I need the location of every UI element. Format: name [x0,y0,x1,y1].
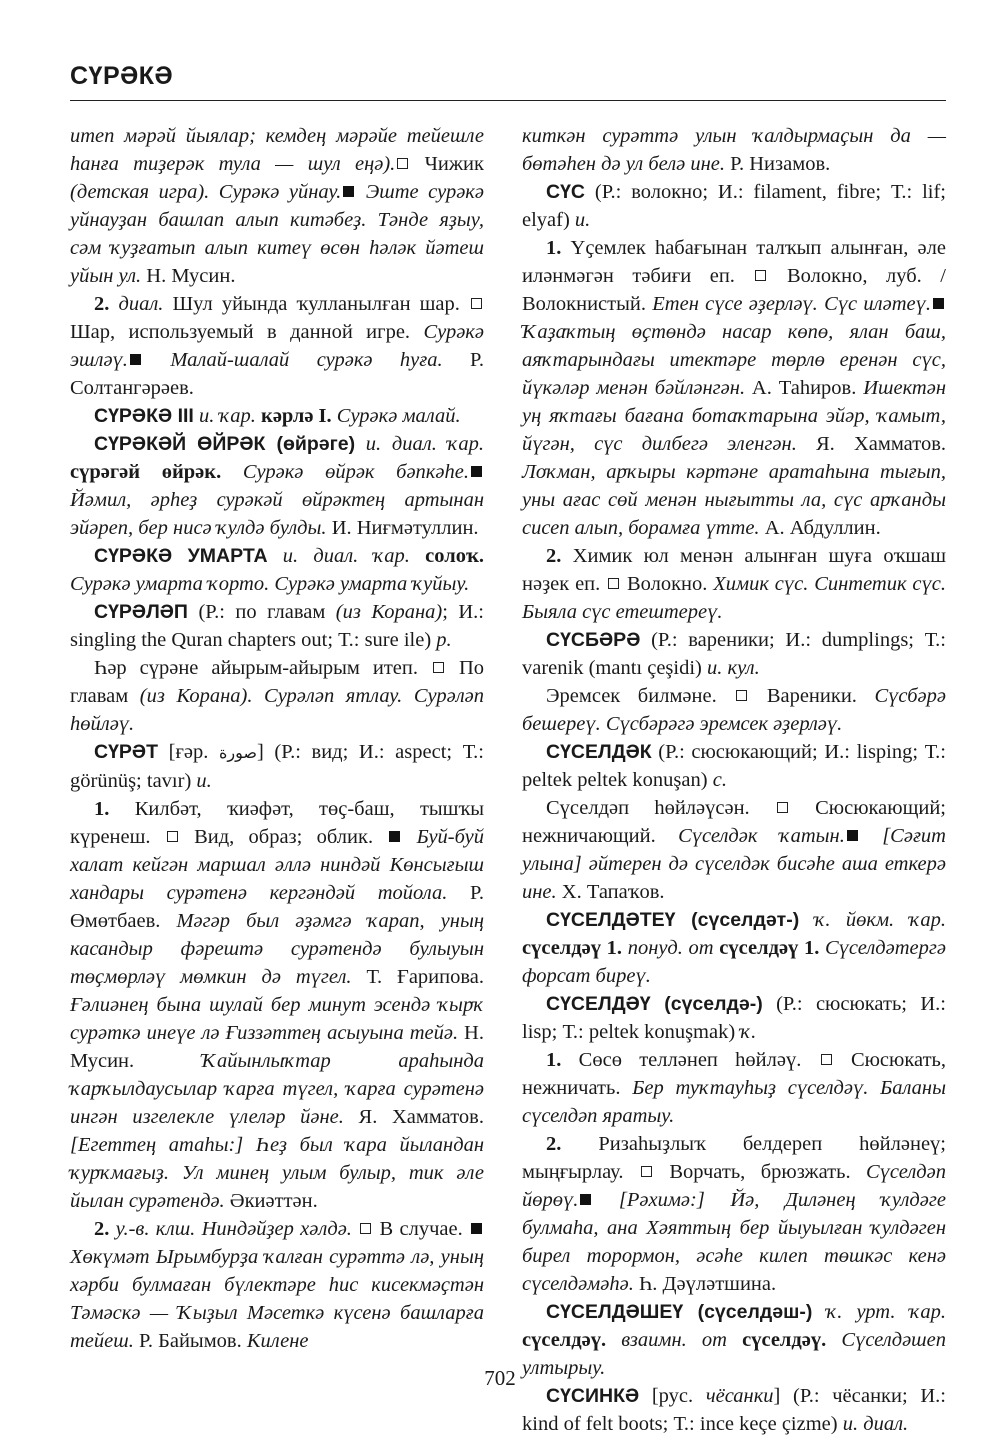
headword: СҮРӘЛӘП [94,601,188,623]
text-run: А. Таһиров. [745,377,864,399]
entry-suseldak [522,738,946,794]
text-run: Р. Байымов. [133,1330,247,1352]
text-run: [ғәр. [158,741,219,763]
text-run: Я. Хамматов. [343,1106,484,1128]
italic-text: и. кул. [707,657,760,679]
example-marker-icon [130,354,141,365]
text-run: Т. Ғарипова. [351,966,484,988]
text-run: Әкиәттән. [224,1190,318,1212]
italic-text: [Сәғит улына] әйтерен дә сүселдәк бисәһе аша еткерә ине. [522,825,946,903]
entry-continuation-right [522,122,946,178]
text-run: Волокно, луб. / Волокнистый. [522,265,946,315]
text-run: Үҫемлек һабағынан талҡып алынған, әле иләнмәгән тәбиғи еп. [522,237,946,287]
entry-surake-3 [70,402,484,430]
text-run: Шар, используемый в данной игре. [70,321,424,343]
suseldau-sense-1 [522,1046,946,1130]
example-marker-icon [389,831,400,842]
text-run: Н. Мусин. [70,1022,484,1072]
bold-reference: солоҡ. [425,545,484,567]
text-run: Р. Солтангәрәев. [70,349,484,399]
text-run: Р. Низамов. [725,153,831,175]
italic-text: Ҡаҙаҡтың өҫтөндә насар көпө, ялан баш, аяҡтарындағы итектәре төрлө еренән сүс, йүкәләр менән бәйләнгән. [522,321,946,399]
text-run: Сөсө телләнеп һөйләү. [561,1049,819,1071]
bold-reference: 2. [94,293,119,315]
running-head: СҮРӘКӘ [70,62,174,90]
left-column [70,122,484,1355]
bold-reference: 2. [546,545,562,567]
italic-text: взаимн. от [606,1329,743,1351]
italic-text: Ғәлиәнең бына шулай бер минут эсендә ҡырҡ сурәткә инеүе лә Ғиззәттең асыуына тейә. [70,994,484,1044]
russian-gloss-marker-icon [821,1054,832,1065]
right-column [522,122,946,1438]
italic-text: Мәгәр был әҙәмгә ҡарап, уның касандыр фәрештә сурәтендә булыуын төҫмөрләү мөмкин дә түгел. [70,910,484,988]
suseldak-definition [522,794,946,906]
bold-reference: 1. [546,1049,562,1071]
italic-text: Сурәкә умарта ҡорто. Сурәкә умарта ҡуйыу. [70,573,470,595]
text-run: Сюсюкать, нежничать. [522,1049,946,1099]
text-run: Ворчать, брюзжать. [653,1161,866,1183]
text-run: В случае. [373,1218,470,1240]
italic-text: Сурәкә эшләү. [70,321,484,371]
example-marker-icon [933,298,944,309]
example-marker-icon [580,1194,591,1205]
arabic-etymon: صورة [218,743,257,762]
text-run: Килбәт, ҡиәфәт, төҫ-баш, тышҡы күренеш. [70,798,484,848]
italic-text: Химик сүс. Синтетик сүс. Быяла сүс етештереү. [522,573,946,623]
entry-sus [522,178,946,234]
headword: СҮСЕЛДӘШЕҮ (сүселдәш-) [546,1301,813,1323]
headword: СҮСБӘРӘ [546,629,641,651]
example-marker-icon [471,1223,482,1234]
italic-text: [Егеттең атаһы:] Һеҙ был ҡара йыландан ҡурҡмағыҙ. Ул минең улым булыр, тик әле йылан сурәтендә. [70,1134,484,1212]
russian-gloss-marker-icon [360,1223,371,1234]
text-run: (Р.: по главам [187,601,336,623]
italic-text: и. ҡар. [193,405,262,427]
text-run: [рус. [639,1385,706,1407]
russian-gloss-marker-icon [777,802,788,813]
italic-text: Сурәкә өйрәк бәпкәһе. [221,461,469,483]
text-run: Н. Мусин. [141,265,236,287]
bold-reference: сүселдәү 1. [522,937,623,959]
sense-2-ball [70,290,484,402]
russian-gloss-marker-icon [641,1166,652,1177]
bold-reference: сүрәгәй өйрәк. [70,461,222,483]
italic-text: Сүсбәрә бешереү. Сүсбәрәгә эремсек әҙерләү. [522,685,946,735]
italic-text: (детская игра). Сурәкә уйнау. [70,181,342,203]
russian-gloss-marker-icon [755,270,766,281]
text-run: Я. Хамматов. [796,433,946,455]
bold-reference: сүселдәү 1. [719,937,820,959]
text-run: Шул уйында ҡулланылған шар. [163,293,469,315]
italic-text: итеп мәрәй йыялар; кемдең мәрәйе тейешле һанға тиҙерәк тула — шул еңә). [70,125,484,175]
entry-suseldateu [522,906,946,990]
italic-text: Буй-буй халат кейгән маршал әллә ниндәй Көнсығыш хандары сурәтенә кергәндәй тойола. [70,826,485,904]
text-run: (Р.: вареники; И.: dumplings; Т.: varenik (mantı çeşidi) [522,629,946,679]
italic-text: и. диал. ҡар. [355,433,484,455]
italic-text: с. [712,769,727,791]
text-run: Р. Өмөтбаев. [70,882,484,932]
sus-sense-1 [522,234,946,542]
russian-gloss-marker-icon [397,158,408,169]
example-marker-icon [471,466,482,477]
headword: СҮС [546,181,586,203]
italic-text: Ҡайынлыҡтар араһында ҡарҡылдаусылар ҡарға түгел, ҡарға сурәтенә ингән изгелекле үлеләр йәне. [70,1050,484,1128]
text-run: ; И.: singling the Quran chapters out; Т.: sure ile) [70,601,484,651]
italic-text: (из Корана). Сурәләп ятлау. Сурәләп һөйләү. [70,685,484,735]
italic-text: и. [196,770,212,792]
text-run: Сюсюкающий; нежничающий. [522,797,946,847]
text-run: (Р.: волокно; И.: filament, fibre; Т.: lif; elyaf) [522,181,946,231]
headword: СҮРӘКӘ УМАРТА [94,545,268,567]
italic-text: чёсанки [705,1385,774,1407]
example-marker-icon [343,186,354,197]
entry-suseldau [522,990,946,1046]
entry-surat [70,738,484,795]
italic-text: киткән сурәттә улын ҡалдырмаҫын да — бөтәһен дә ул белә ине. [522,125,946,175]
italic-text: Эште сурәкә уйнауҙан башлап алып китәбеҙ. Тәнде яҙыу, сәм ҡуҙғатып алып китеү өсөн һәләк йәтеш уйын ул. [70,181,484,287]
headword: СҮСЕЛДӘТЕҮ (сүселдәт-) [546,909,800,931]
surat-sense-1 [70,795,484,1215]
text-run: ] (Р.: вид; И.: aspect; Т.: görünüş; tavır) [70,741,484,792]
entry-susbara [522,626,946,682]
bold-reference: сүселдәү. [742,1329,827,1351]
surat-sense-2 [70,1215,484,1355]
text-run: Ризаһыҙлыҡ белдереп һөйләнеү; мыңғырлау. [522,1133,946,1183]
russian-gloss-marker-icon [471,298,482,309]
entry-suralap [70,598,484,654]
example-marker-icon [847,830,858,841]
suseldau-sense-2 [522,1130,946,1298]
text-run: Волокно. [621,573,714,595]
italic-text: Лоҡман, арҡыры кәртәне аратаһына тығып, уны ағас сөй менән нығытты ла, сүс арҡанды сисеп алып, борамға үтте. [522,461,946,539]
italic-text: у.-в. клш. Ниндәйҙер хәлдә. [109,1218,352,1240]
italic-text: и. диал. [842,1413,909,1435]
page-number: 702 [484,1366,516,1390]
italic-text: [Рәхимә:] Йә, Диләнең ҡулдәге булмаһа, ана Хәяттың бер йыуылған ҡулдәген бирел торормон, әсәһе килеп төшкәс кенә сүселдәмәһә. [522,1189,946,1295]
text-run: Һәр сүрәне айырым-айырым итеп. [94,657,431,679]
bold-reference: кәрлә I. [261,405,332,427]
text-run: (Р.: сюсюкающий; И.: lisping; Т.: peltek peltek konuşan) [522,741,946,791]
text-run: (Р.: сюсюкать; И.: lisp; Т.: peltek konuşmak) [522,993,946,1043]
italic-text: Килене [246,1330,309,1352]
entry-continuation [70,122,484,290]
text-run: А. Абдуллин. [759,517,881,539]
bold-reference: сүселдәү. [522,1329,607,1351]
bold-reference: 1. [546,237,562,259]
bold-reference: 1. [94,798,110,820]
italic-text: Етен сүсе әҙерләү. Сүс иләтеү. [652,293,931,315]
russian-gloss-marker-icon [433,662,444,673]
italic-text: (из Корана) [335,601,443,623]
headword: СҮСЕЛДӘҮ (сүселдә-) [546,993,763,1015]
bold-reference: 2. [94,1218,110,1240]
italic-text: Сүселдәтергә форсат биреү. [522,937,946,987]
headword: СҮРӘКӘ III [94,405,194,427]
italic-text: ҡ. урт. ҡар. [812,1301,947,1323]
suralap-definition [70,654,484,738]
text-run: И. Ниғмәтуллин. [326,517,479,539]
headword: СҮРӘКӘЙ ӨЙРӘК (өйрәге) [94,433,356,455]
italic-text: Бер туҡтауһыҙ сүселдәү. Баланы сүселдәп яратыу. [522,1077,946,1127]
text-run: Эремсек билмәне. [546,685,735,707]
russian-gloss-marker-icon [167,831,178,842]
italic-text: ҡ. йөкм. ҡар. [799,909,946,931]
italic-text: и. [574,209,591,231]
italic-text: Сүселдәшеп ултырыу. [522,1329,946,1379]
headword: СҮСЕЛДӘК [546,741,652,763]
italic-text: Хөкүмәт Ырымбурҙа ҡалған сурәттә лә, уның хәрби булмаған бүлектәре һис кисекмәҫтән Тәмәскә — Ҡыҙыл Мәсеткә күсенә башларға тейеш. [70,1246,484,1352]
text-run: Химик юл менән алынған шуға оҡшаш нәҙек еп. [522,545,946,595]
italic-text: и. диал. ҡар. [267,545,426,567]
sus-sense-2 [522,542,946,626]
headword: СҮРӘТ [94,741,159,763]
italic-text: Сүселдәк ҡатын. [678,825,845,847]
entry-surakay-oyrak [70,430,484,542]
italic-text: понуд. от [622,937,720,959]
italic-text: р. [436,629,452,651]
italic-text: Сүселдәп йөрөү. [522,1161,946,1211]
italic-text: Ишектән уң яҡтағы бағана ботаҡтарына эйәр, ҡамыт, йүгән, сүс дилбегә эленгән. [522,377,946,455]
italic-text: Сурәкә малай. [331,405,461,427]
susbara-definition [522,682,946,738]
italic-text: Малай-шалай сурәкә һуға. [142,349,443,371]
text-run: Сүселдәп һөйләүсән. [546,797,775,819]
text-run: Һ. Дәүләтшина. [633,1273,777,1295]
italic-text: ҡ. [740,1021,757,1043]
italic-text: диал. [118,293,164,315]
text-run: ] (Р.: чёсанки; И.: kind of felt boots; Т.: ince keçe çizme) [522,1385,946,1435]
text-run: Вареники. [749,685,875,707]
russian-gloss-marker-icon [608,578,619,589]
text-run: Вид, образ; облик. [179,826,388,848]
header-rule [70,100,946,101]
bold-reference: 2. [546,1133,562,1155]
italic-text: Йәмил, әрһеҙ сурәкәй өйрәктең артынан эйәреп, бер нисә ҡулдә булды. [70,489,484,539]
text-run [352,1218,358,1240]
text-run: По главам [70,657,484,707]
headword: СҮСИНКӘ [546,1385,640,1407]
russian-gloss-marker-icon [736,690,747,701]
text-run: Чижик [410,153,484,175]
entry-surake-umarta [70,542,484,598]
text-run: Х. Тапаҡов. [556,881,665,903]
